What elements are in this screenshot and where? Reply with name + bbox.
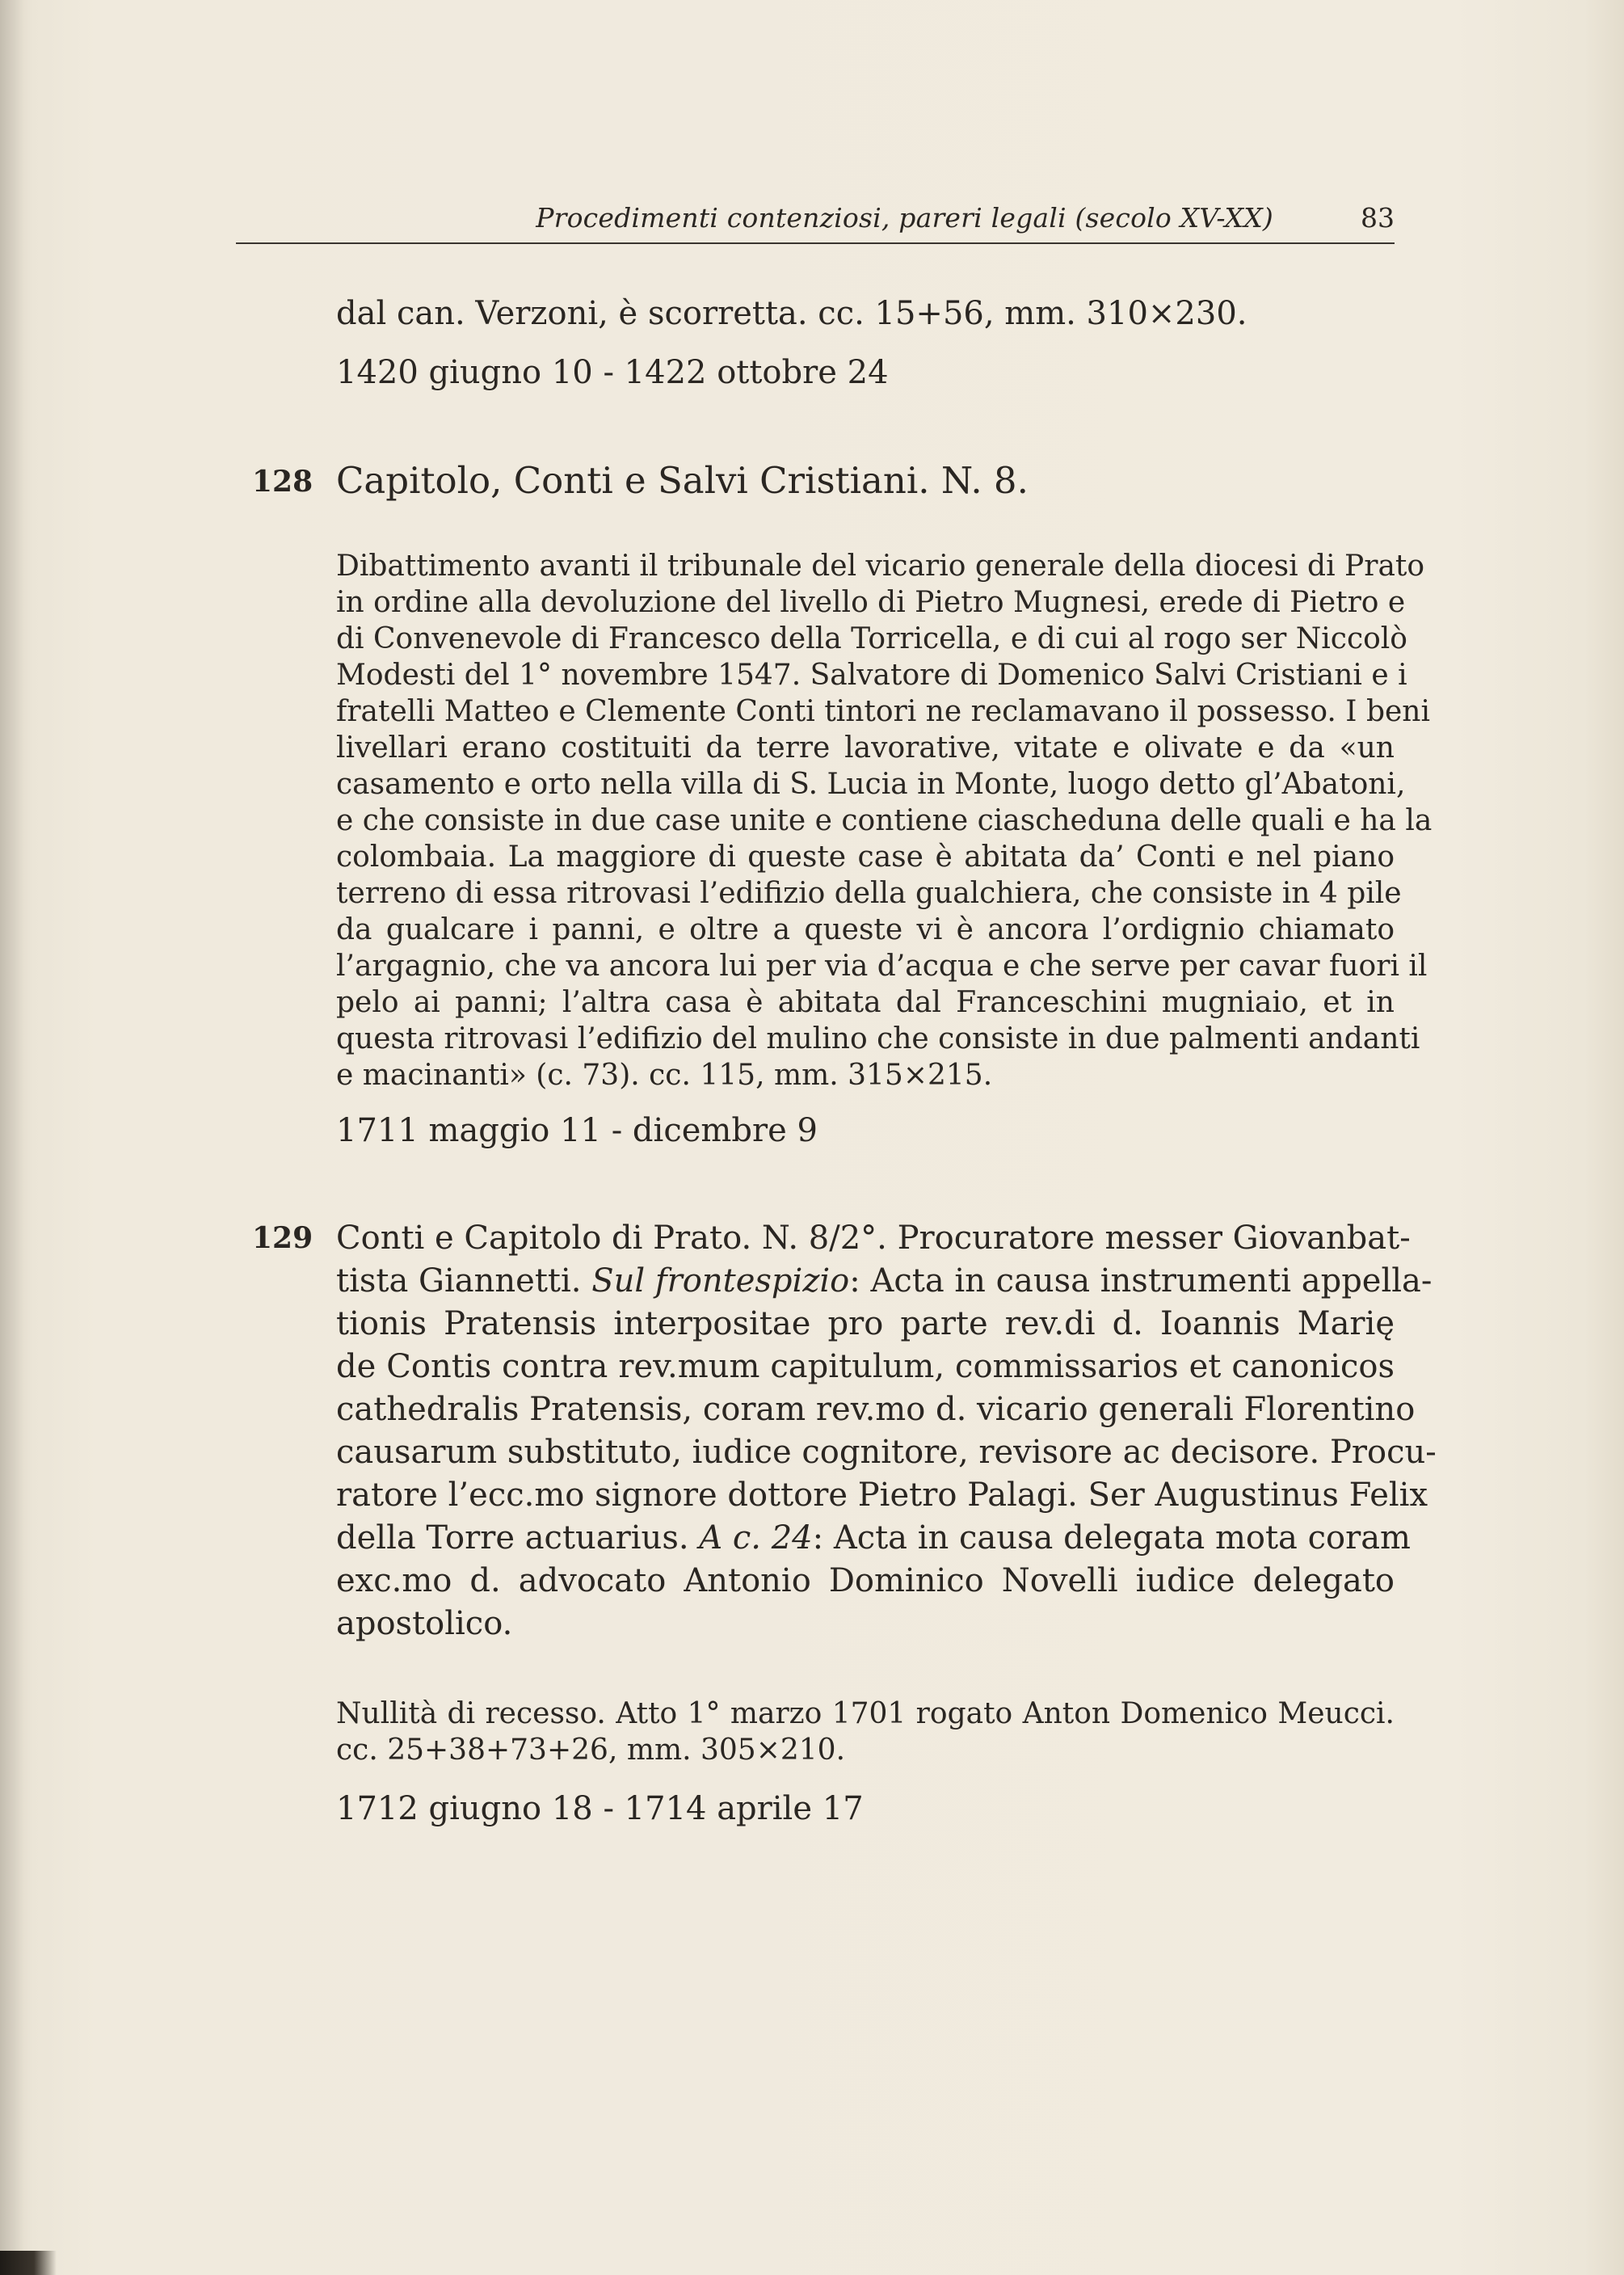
title-line: tionis Pratensis interpositae pro parte rev.di d. Ioannis Marię bbox=[336, 1305, 1395, 1342]
description-line: Modesti del 1° novembre 1547. Salvatore di Domenico Salvi Cristiani e i bbox=[336, 659, 1407, 692]
title-line: ratore l’ecc.mo signore dottore Pietro Palagi. Ser Augustinus Felix bbox=[336, 1477, 1428, 1514]
title-line: apostolico. bbox=[336, 1605, 513, 1642]
spine-shadow bbox=[0, 0, 24, 2275]
description-line: pelo ai panni; l’altra casa è abitata dal Franceschini mugniaio, et in bbox=[336, 986, 1395, 1019]
description-line: terreno di essa ritrovasi l’edifizio della gualchiera, che consiste in 4 pile bbox=[336, 877, 1402, 910]
title-line bbox=[336, 1517, 1411, 1560]
entry-129-note bbox=[336, 1696, 1395, 1768]
entry-title-128: Capitolo, Conti e Salvi Cristiani. N. 8. bbox=[336, 459, 1029, 502]
italic-segment: Sul frontespizio bbox=[591, 1262, 850, 1300]
page-header bbox=[236, 194, 1395, 244]
page-number: 83 bbox=[1361, 202, 1395, 234]
description-line: Dibattimento avanti il tribunale del vicario generale della diocesi di Prato bbox=[336, 550, 1425, 583]
description-line: fratelli Matteo e Clemente Conti tintori ne reclamavano il possesso. I beni bbox=[336, 695, 1431, 728]
description-line: colombaia. La maggiore di queste case è abitata da’ Conti e nel piano bbox=[336, 840, 1395, 874]
title-line: de Contis contra rev.mum capitulum, commissarios et canonicos bbox=[336, 1348, 1395, 1385]
title-line: exc.mo d. advocato Antonio Dominico Novelli iudice delegato bbox=[336, 1562, 1395, 1599]
italic-segment: A c. 24 bbox=[699, 1519, 813, 1557]
title-line: causarum substituto, iudice cognitore, revisore ac decisore. Procu- bbox=[336, 1434, 1437, 1471]
note-line: Nullità di recesso. Atto 1° marzo 1701 rogato Anton Domenico Meucci. bbox=[336, 1697, 1395, 1730]
description-line: e macinanti» (c. 73). cc. 115, mm. 315×215. bbox=[336, 1059, 993, 1092]
description-line: di Convenevole di Francesco della Torricella, e di cui al rogo ser Niccolò bbox=[336, 622, 1407, 655]
entry-date-129: 1712 giugno 18 - 1714 aprile 17 bbox=[336, 1790, 864, 1827]
description-line: livellari erano costituiti da terre lavorative, vitate e olivate e da «un bbox=[336, 731, 1395, 765]
title-line: Conti e Capitolo di Prato. N. 8/2°. Procuratore messer Giovanbat- bbox=[336, 1220, 1411, 1257]
title-segment: tista Giannetti. bbox=[336, 1262, 592, 1300]
continuation-line: dal can. Verzoni, è scorretta. cc. 15+56, mm. 310×230. bbox=[336, 295, 1247, 332]
continuation-date: 1420 giugno 10 - 1422 ottobre 24 bbox=[336, 354, 889, 391]
title-segment: : Acta in causa delegata mota coram bbox=[812, 1519, 1411, 1557]
title-line bbox=[336, 1260, 1433, 1303]
scan-corner bbox=[0, 2251, 57, 2275]
title-segment: : Acta in causa instrumenti appella- bbox=[849, 1262, 1433, 1300]
entry-number-129: 129 bbox=[252, 1221, 313, 1255]
entry-number-128: 128 bbox=[252, 465, 313, 499]
entry-129-title bbox=[336, 1217, 1437, 1645]
description-line: l’argagnio, che va ancora lui per via d’acqua e che serve per cavar fuori il bbox=[336, 950, 1428, 983]
description-line: questa ritrovasi l’edifizio del mulino che consiste in due palmenti andanti bbox=[336, 1022, 1420, 1055]
entry-date-128: 1711 maggio 11 - dicembre 9 bbox=[336, 1112, 818, 1149]
running-title: Procedimenti contenziosi, pareri legali (secolo XV-XX) bbox=[536, 202, 1273, 234]
description-line: e che consiste in due case unite e contiene ciascheduna delle quali e ha la bbox=[336, 804, 1433, 837]
entry-128-description bbox=[336, 548, 1433, 1093]
title-line: cathedralis Pratensis, coram rev.mo d. vicario generali Florentino bbox=[336, 1391, 1416, 1428]
description-line: in ordine alla devoluzione del livello di Pietro Mugnesi, erede di Pietro e bbox=[336, 586, 1406, 619]
description-line: da gualcare i panni, e oltre a queste vi è ancora l’ordignio chiamato bbox=[336, 913, 1395, 946]
note-line: cc. 25+38+73+26, mm. 305×210. bbox=[336, 1734, 846, 1767]
description-line: casamento e orto nella villa di S. Lucia in Monte, luogo detto gl’Abatoni, bbox=[336, 768, 1406, 801]
title-segment: della Torre actuarius. bbox=[336, 1519, 700, 1557]
